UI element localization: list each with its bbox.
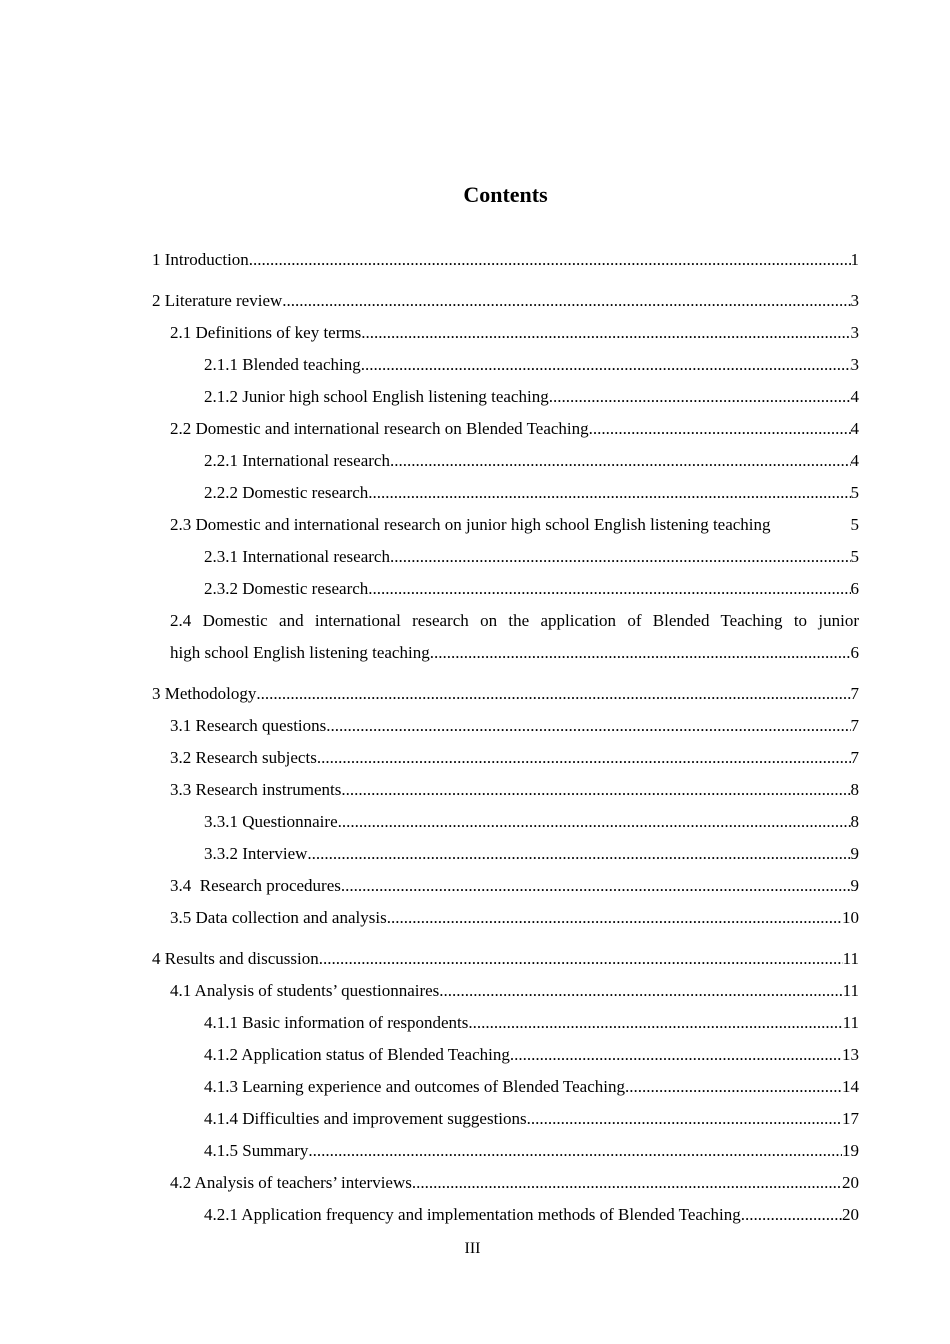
leader-dots [527, 1105, 842, 1133]
toc-entry[interactable] [152, 1009, 859, 1041]
leader-dots [326, 712, 850, 740]
toc-entry-text: 2.3.1 International research [204, 547, 390, 566]
toc-page-number: 8 [850, 780, 859, 799]
toc-page-number: 6 [850, 579, 859, 598]
toc-entry[interactable] [152, 840, 859, 872]
toc-entry-text: 4.1.4 Difficulties and improvement suggestions [204, 1109, 527, 1128]
toc-entry[interactable] [152, 1201, 859, 1233]
leader-dots [341, 872, 851, 900]
toc-entry-text: 3.3 Research instruments [170, 780, 342, 799]
toc-page-number: 11 [842, 949, 859, 968]
toc-page-number: 9 [850, 876, 859, 895]
toc-entry[interactable] [152, 575, 859, 607]
leader-dots [307, 840, 850, 868]
toc-entry-text: 3.3.1 Questionnaire [204, 812, 338, 831]
toc-entry[interactable] [152, 945, 859, 977]
leader-dots [256, 680, 850, 708]
leader-dots [439, 977, 842, 1005]
toc-entry-text: high school English listening teaching [170, 643, 430, 662]
toc-page-number: 5 [850, 483, 859, 502]
toc-entry[interactable] [152, 712, 859, 744]
toc-page-number: 4 [850, 419, 859, 438]
toc-page-number: 11 [842, 1013, 859, 1032]
toc-entry[interactable] [152, 1137, 859, 1169]
toc-entry[interactable] [152, 1105, 859, 1137]
toc-entry-text: 4.1.3 Learning experience and outcomes of Blended Teaching [204, 1077, 625, 1096]
leader-dots [589, 415, 851, 443]
toc-entry-text: 4.1.1 Basic information of respondents [204, 1013, 469, 1032]
leader-dots [390, 447, 851, 475]
page-number-footer: III [464, 1240, 481, 1257]
toc-entry[interactable] [152, 872, 859, 904]
page-title: Contents [463, 182, 548, 207]
toc-entry[interactable] [152, 639, 859, 671]
toc-entry[interactable] [152, 479, 859, 511]
toc-page-number: 7 [850, 684, 859, 703]
toc-entry-text: 4.2 Analysis of teachers’ interviews [170, 1173, 412, 1192]
leader-dots [387, 904, 842, 932]
leader-dots [412, 1169, 842, 1197]
toc-page-number: 13 [842, 1045, 859, 1064]
toc-page-number: 10 [842, 908, 859, 927]
leader-dots [625, 1073, 842, 1101]
toc-entry-text: 4.1.5 Summary [204, 1141, 309, 1160]
toc-entry[interactable] [152, 246, 859, 278]
toc-entry-text: 2.1 Definitions of key terms [170, 323, 362, 342]
toc-page-number: 7 [850, 748, 859, 767]
leader-dots [308, 1137, 842, 1165]
toc-entry[interactable] [152, 776, 859, 808]
toc-entry-text: 2.2.1 International research [204, 451, 390, 470]
toc-entry[interactable] [152, 977, 859, 1009]
toc-entry[interactable] [152, 1169, 859, 1201]
toc-page-number: 8 [850, 812, 859, 831]
toc-entry-text: 2.1.1 Blended teaching [204, 355, 361, 374]
leader-dots [368, 575, 850, 603]
toc-page-number: 5 [850, 547, 859, 566]
toc-entry-text: 3.1 Research questions [170, 716, 327, 735]
toc-page-number: 4 [850, 451, 859, 470]
toc-page-number: 3 [850, 355, 859, 374]
toc-entry-text: 3 Methodology [152, 684, 257, 703]
toc-entry-text: 1 Introduction [152, 250, 249, 269]
toc-page-number: 5 [850, 515, 859, 534]
toc-page-number: 20 [842, 1173, 859, 1192]
toc-entry[interactable] [152, 447, 859, 479]
toc-entry[interactable] [152, 607, 859, 639]
toc-page-number: 1 [850, 250, 859, 269]
toc-page-number: 17 [842, 1109, 859, 1128]
toc-page-number: 20 [842, 1205, 859, 1224]
leader-dots [510, 1041, 842, 1069]
leader-dots [549, 383, 851, 411]
toc-entry[interactable] [152, 543, 859, 575]
leader-dots [361, 351, 851, 379]
toc-entry[interactable] [152, 287, 859, 319]
toc-entry-text: 2.4 Domestic and international research on the application of Blended Teaching to junior [170, 611, 859, 630]
toc-entry[interactable] [152, 351, 859, 383]
leader-dots [430, 639, 851, 667]
toc-entry-text: 2 Literature review [152, 291, 283, 310]
toc-entry-text: 4 Results and discussion [152, 949, 319, 968]
leader-dots [468, 1009, 842, 1037]
toc-entry-text: 2.2 Domestic and international research on Blended Teaching [170, 419, 589, 438]
leader-dots [282, 287, 850, 315]
toc-entry-text: 4.1 Analysis of students’ questionnaires [170, 981, 440, 1000]
toc-entry-text: 4.2.1 Application frequency and implementation methods of Blended Teaching [204, 1205, 741, 1224]
leader-dots [249, 246, 851, 274]
toc-page-number: 3 [850, 291, 859, 310]
toc-page-number: 3 [850, 323, 859, 342]
toc-entry[interactable] [152, 511, 859, 543]
toc-page-number: 4 [850, 387, 859, 406]
toc-entry[interactable] [152, 680, 859, 712]
toc-entry[interactable] [152, 808, 859, 840]
table-of-contents [152, 246, 859, 1233]
toc-entry[interactable] [152, 1073, 859, 1105]
leader-dots [338, 808, 851, 836]
toc-entry[interactable] [152, 319, 859, 351]
leader-dots [390, 543, 851, 571]
toc-entry-text: 3.5 Data collection and analysis [170, 908, 387, 927]
toc-page-number: 11 [842, 981, 859, 1000]
toc-entry-text: 3.2 Research subjects [170, 748, 317, 767]
toc-page-number: 7 [850, 716, 859, 735]
toc-entry[interactable] [152, 415, 859, 447]
toc-entry-text: 2.1.2 Junior high school English listening teaching [204, 387, 549, 406]
toc-entry-text: 4.1.2 Application status of Blended Teaching [204, 1045, 510, 1064]
toc-page-number: 6 [850, 643, 859, 662]
toc-page-number: 14 [842, 1077, 859, 1096]
toc-page-number: 19 [842, 1141, 859, 1160]
toc-entry[interactable] [152, 383, 859, 415]
toc-entry-text: 3.3.2 Interview [204, 844, 308, 863]
leader-dots [368, 479, 850, 507]
toc-entry-text: 2.3 Domestic and international research on junior high school English listening teaching [170, 515, 771, 534]
toc-entry[interactable] [152, 904, 859, 936]
toc-page-number: 9 [850, 844, 859, 863]
toc-entry[interactable] [152, 744, 859, 776]
leader-dots [361, 319, 850, 347]
leader-dots [341, 776, 850, 804]
toc-entry-text: 2.2.2 Domestic research [204, 483, 369, 502]
toc-entry[interactable] [152, 1041, 859, 1073]
toc-entry-text: 3.4 Research procedures [170, 876, 341, 895]
toc-entry-text: 2.3.2 Domestic research [204, 579, 369, 598]
leader-dots [319, 945, 843, 973]
leader-dots [317, 744, 851, 772]
leader-dots [741, 1201, 842, 1229]
